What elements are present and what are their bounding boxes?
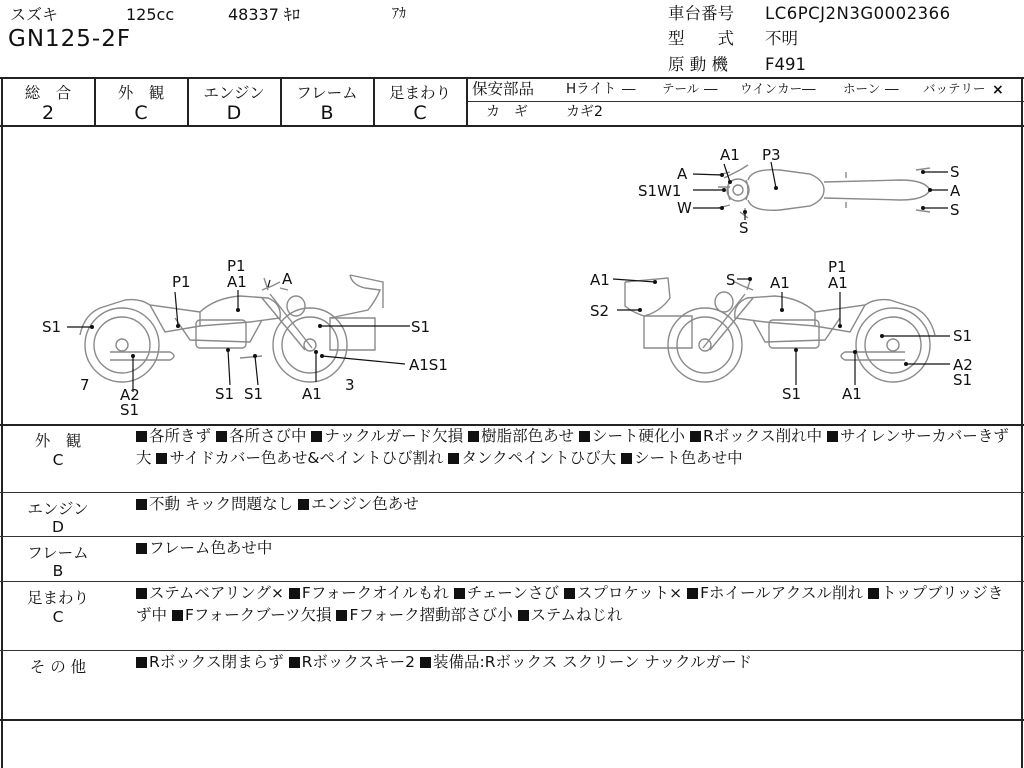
- diagram-label: A1: [842, 385, 862, 403]
- bullet-square-icon: [454, 588, 465, 599]
- bullet-square-icon: [289, 657, 300, 668]
- remark-item: サイドカバー色あせ&ペイントひび割れ: [169, 448, 444, 467]
- bullet-square-icon: [156, 453, 167, 464]
- grade-overall-value: 2: [41, 102, 55, 124]
- bullet-square-icon: [216, 431, 227, 442]
- remark-item: ステムねじれ: [530, 605, 623, 624]
- remark-item: スプロケット×: [576, 584, 683, 602]
- diagram-label: A: [950, 182, 961, 200]
- bullet-square-icon: [868, 588, 879, 599]
- remark-suspension-text: [136, 583, 1016, 626]
- grade-exterior-value: C: [134, 102, 148, 124]
- key-label: カ ギ: [486, 104, 528, 120]
- safety-dash: ―: [704, 81, 718, 97]
- grade-overall-label: 総 合: [24, 84, 72, 102]
- diagram-label: W: [677, 199, 692, 217]
- remark-item: Fフォークオイルもれ: [301, 584, 449, 602]
- safety-battery: バッテリー: [923, 81, 986, 96]
- bullet-square-icon: [336, 610, 347, 621]
- bullet-square-icon: [420, 657, 431, 668]
- diagram-label: S1: [782, 385, 802, 403]
- bullet-square-icon: [136, 499, 147, 510]
- remark-engine-text: [136, 494, 1016, 516]
- remark-engine-grade: D: [52, 518, 64, 536]
- remark-item: チェーンさび: [466, 584, 559, 602]
- diagram-label: S: [950, 201, 960, 219]
- safety-headlight: Hライト: [566, 81, 617, 97]
- mileage: 48337 ｷﾛ: [228, 5, 300, 24]
- remark-item: ナックルガード欠損: [324, 427, 464, 445]
- grade-engine-label: エンジン: [203, 84, 265, 102]
- type-value: 不明: [765, 29, 798, 48]
- grid-line: [0, 77, 1024, 79]
- remark-item: Fフォーク摺動部さび小: [349, 605, 513, 624]
- remark-exterior-grade: C: [52, 451, 64, 469]
- bullet-square-icon: [448, 453, 459, 464]
- remark-item: サイレンサーカバーきず大: [136, 427, 1009, 467]
- diagram-label: S1W1: [638, 182, 682, 200]
- bullet-square-icon: [690, 431, 701, 442]
- bullet-square-icon: [136, 543, 147, 554]
- remark-item: Rボックスキー2: [301, 653, 416, 671]
- diagram-label: S1: [411, 318, 431, 336]
- grid-line: [0, 536, 1024, 537]
- grade-suspension-value: C: [413, 102, 427, 124]
- remark-item: シート色あせ中: [634, 448, 743, 467]
- remark-item: シート硬化小: [592, 427, 686, 445]
- key-value: カギ2: [566, 104, 603, 120]
- grid-line: [466, 77, 468, 125]
- remark-item: トップブリッジきず中: [136, 584, 1004, 624]
- diagram-label: S: [950, 163, 960, 181]
- bullet-square-icon: [298, 499, 309, 510]
- grid-line: [0, 581, 1024, 582]
- diagram-label: A2: [120, 386, 140, 404]
- remark-item: 樹脂部色あせ: [481, 427, 575, 445]
- safety-parts-label: 保安部品: [472, 80, 535, 98]
- displacement: 125cc: [126, 5, 175, 24]
- diagram-label: P1: [227, 257, 246, 275]
- grade-engine-value: D: [226, 102, 242, 124]
- diagram-label: S1: [953, 327, 973, 345]
- grid-line: [466, 101, 1024, 102]
- remark-exterior-label: 外 観: [34, 432, 82, 450]
- bike-right-side-icon: [625, 278, 935, 382]
- diagram-label: P3: [762, 146, 781, 164]
- safety-taillight: テール: [662, 81, 700, 96]
- chassis-value: LC6PCJ2N3G0002366: [765, 4, 951, 23]
- diagram-label: S1: [953, 371, 973, 389]
- remark-suspension-grade: C: [52, 608, 64, 626]
- model-name: GN125-2F: [8, 26, 132, 52]
- bullet-square-icon: [136, 657, 147, 668]
- bike-top-view-icon: [718, 165, 930, 218]
- remark-frame-label: フレーム: [27, 544, 89, 562]
- diagram-label: S1: [120, 401, 140, 419]
- diagram-label: S: [739, 219, 749, 237]
- diagram-label: A1: [720, 146, 740, 164]
- remark-item: Fホイールアクスル削れ: [700, 584, 864, 602]
- diagram-label: A1: [302, 385, 322, 403]
- bike-left-side-icon: [80, 275, 383, 382]
- diagram-label: S1: [42, 318, 62, 336]
- engine-code-label: 原 動 機: [668, 55, 728, 74]
- remark-item: タンクペイントひび大: [461, 448, 617, 467]
- bullet-square-icon: [621, 453, 632, 464]
- bullet-square-icon: [172, 610, 183, 621]
- diagram-label: S1: [244, 385, 264, 403]
- bullet-square-icon: [136, 431, 147, 442]
- grade-suspension-label: 足まわり: [388, 84, 451, 102]
- remark-suspension-label: 足まわり: [26, 589, 89, 607]
- bullet-square-icon: [289, 588, 300, 599]
- damage-diagram: [0, 126, 1024, 424]
- diagram-label: P1: [828, 258, 847, 276]
- remark-item: フレーム色あせ中: [149, 539, 273, 557]
- type-label: 型 式: [668, 29, 734, 48]
- remark-item: ステムベアリング×: [149, 584, 284, 602]
- grid-line: [0, 719, 1024, 721]
- diagram-label: A1: [227, 273, 247, 291]
- remark-item: エンジン色あせ: [311, 495, 419, 513]
- safety-winker: ウインカー: [740, 81, 803, 96]
- remark-item: Rボックス削れ中: [702, 427, 823, 445]
- safety-horn: ホーン: [843, 81, 881, 96]
- remark-frame-grade: B: [52, 562, 64, 580]
- remark-item: 各所きず: [149, 427, 212, 445]
- grade-frame-value: B: [320, 102, 334, 124]
- bullet-square-icon: [579, 431, 590, 442]
- diagram-label: A1: [770, 274, 790, 292]
- diagram-label: S1: [215, 385, 235, 403]
- bullet-square-icon: [518, 610, 529, 621]
- diagram-label: A: [282, 270, 293, 288]
- diagram-label: A1S1: [409, 356, 448, 374]
- remark-engine-label: エンジン: [27, 500, 89, 518]
- diagram-label: S2: [590, 302, 610, 320]
- grid-line: [0, 650, 1024, 651]
- bullet-square-icon: [687, 588, 698, 599]
- safety-dash: ―: [622, 81, 636, 97]
- chassis-label: 車台番号: [668, 4, 734, 23]
- diagram-label: P1: [172, 273, 191, 291]
- bullet-square-icon: [136, 588, 147, 599]
- safety-dash: ―: [885, 81, 899, 97]
- diagram-label: A: [677, 165, 688, 183]
- color: ｱｶ: [392, 6, 406, 22]
- safety-dash: ―: [802, 81, 816, 97]
- bullet-square-icon: [827, 431, 838, 442]
- grade-exterior-label: 外 観: [117, 84, 165, 102]
- diagram-label: S: [726, 271, 736, 289]
- maker: スズキ: [10, 5, 59, 24]
- bullet-square-icon: [311, 431, 322, 442]
- grid-line: [0, 492, 1024, 493]
- bullet-square-icon: [468, 431, 479, 442]
- remark-frame-text: [136, 538, 1016, 560]
- remark-item: Rボックス閉まらず: [149, 653, 284, 671]
- bullet-square-icon: [564, 588, 575, 599]
- remark-item: 装備品:Rボックス スクリーン ナックルガード: [432, 653, 753, 671]
- diagram-label: A1: [590, 271, 610, 289]
- remark-item: 不動 キック問題なし: [149, 495, 294, 513]
- remark-item: 各所さび中: [228, 427, 307, 445]
- remark-other-text: [136, 652, 1016, 674]
- diagram-label: 3: [345, 376, 355, 394]
- diagram-label: A1: [828, 274, 848, 292]
- diagram-label: 7: [80, 376, 90, 394]
- remark-item: Fフォークブーツ欠損: [184, 605, 332, 624]
- remark-exterior-text: [136, 426, 1016, 469]
- safety-battery-mark: ×: [992, 82, 1004, 98]
- engine-code-value: F491: [765, 55, 806, 74]
- grade-frame-label: フレーム: [296, 84, 358, 102]
- remark-other-label: そ の 他: [29, 658, 87, 676]
- diagram-label: A2: [953, 356, 973, 374]
